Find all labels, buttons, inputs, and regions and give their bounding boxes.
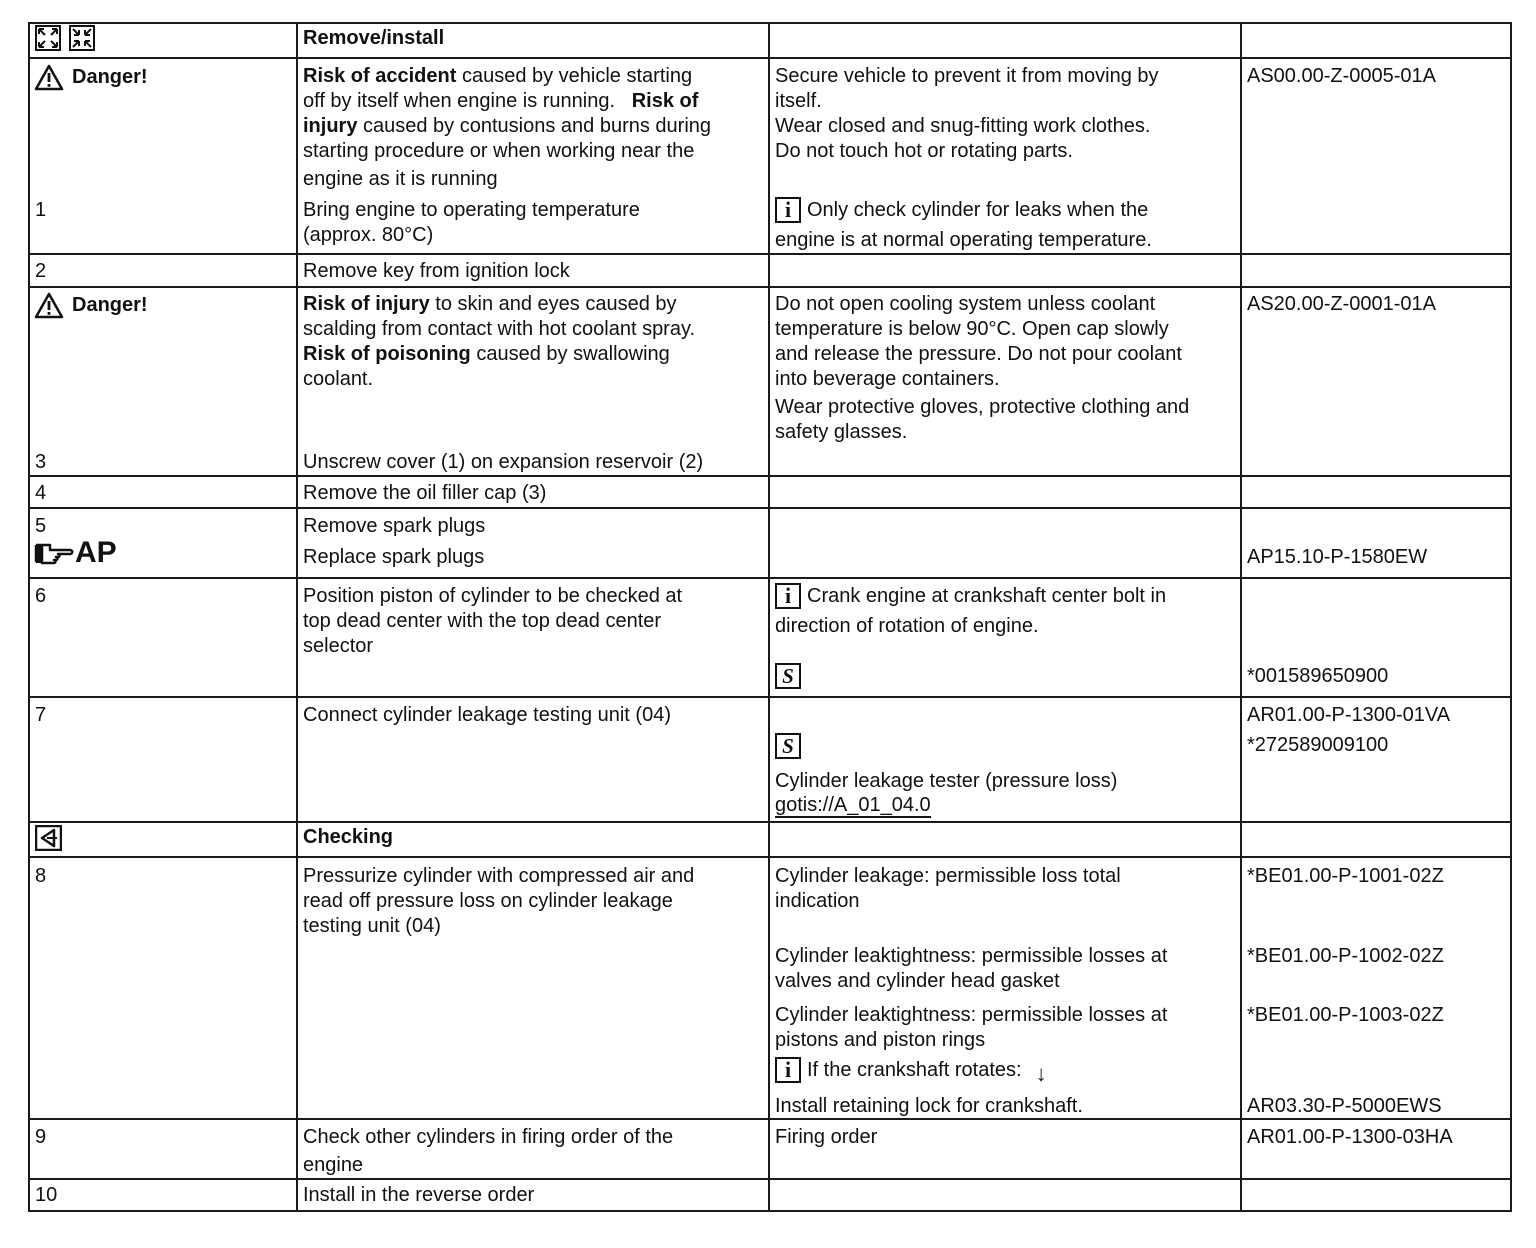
info-text: Only check cylinder for leaks when the	[807, 198, 1149, 221]
row-divider	[28, 1178, 1512, 1180]
reference-code: AR01.00-P-1300-03HA	[1247, 1126, 1453, 1148]
info-note	[775, 583, 1166, 609]
checking-title: Checking	[303, 826, 394, 848]
step-text-line: Position piston of cylinder to be checked at	[303, 585, 683, 607]
row-divider	[28, 286, 1512, 288]
special-tool-icon: S	[775, 663, 801, 689]
reference-code: AP15.10-P-1580EW	[1247, 546, 1428, 568]
risk-text-line	[303, 342, 670, 367]
info-icon: i	[775, 197, 801, 223]
info-text: Crank engine at crankshaft center bolt in	[807, 584, 1167, 607]
step-text: Connect cylinder leakage testing unit (04)	[303, 704, 671, 726]
row-divider	[28, 253, 1512, 255]
step-number: 9	[35, 1126, 47, 1148]
step-text-line: testing unit (04)	[303, 915, 441, 937]
ap-label: AP	[75, 536, 117, 569]
note-text: Firing order	[775, 1126, 878, 1148]
step-text-line: Bring engine to operating temperature	[303, 199, 640, 221]
row-divider	[28, 577, 1512, 579]
risk-text-line	[303, 114, 711, 139]
risk-label: Risk of injury	[303, 293, 430, 315]
row-divider	[28, 22, 1512, 24]
gotis-link[interactable]: gotis://A_01_04.0	[775, 794, 931, 816]
step-number: 4	[35, 482, 47, 504]
step-text-line: (approx. 80°C)	[303, 224, 434, 246]
danger-text: Danger!	[72, 66, 148, 88]
info-text-line: direction of rotation of engine.	[775, 615, 1039, 637]
safety-note-line: itself.	[775, 90, 822, 112]
special-tool-icon: S	[775, 733, 801, 759]
collapse-arrows-icon	[69, 25, 95, 51]
info-text: If the crankshaft rotates:	[807, 1058, 1022, 1081]
spec-reference: *BE01.00-P-1002-02Z	[1247, 945, 1444, 967]
danger-label	[34, 64, 148, 91]
safety-note-line: temperature is below 90°C. Open cap slowly	[775, 318, 1169, 340]
row-divider	[28, 856, 1512, 858]
danger-label	[34, 292, 148, 319]
danger-text: Danger!	[72, 294, 148, 316]
row-divider	[28, 821, 1512, 823]
step-number: 8	[35, 865, 47, 887]
table-border-left	[28, 22, 30, 1212]
risk-description: caused by vehicle starting	[456, 65, 693, 87]
info-icon: i	[775, 1057, 801, 1083]
row-divider	[28, 57, 1512, 59]
spec-text-line: Cylinder leakage: permissible loss total	[775, 865, 1121, 887]
safety-note-line: Do not touch hot or rotating parts.	[775, 140, 1073, 162]
step-text-line: Pressurize cylinder with compressed air and	[303, 865, 695, 887]
table-border-right	[1510, 22, 1512, 1212]
step-text-line: selector	[303, 635, 374, 657]
remove-install-icons	[35, 25, 95, 51]
spec-text-line: indication	[775, 890, 860, 912]
risk-label: Risk of accident	[303, 65, 457, 87]
safety-note-line: into beverage containers.	[775, 368, 1000, 390]
step-number: 7	[35, 704, 47, 726]
step-number: 6	[35, 585, 47, 607]
step-text: Unscrew cover (1) on expansion reservoir (2)	[303, 451, 704, 473]
info-text-line: engine is at normal operating temperature.	[775, 229, 1152, 251]
risk-text-line: engine as it is running	[303, 168, 498, 190]
risk-text-line	[303, 89, 698, 114]
risk-text-line: scalding from contact with hot coolant spray.	[303, 318, 696, 340]
column-divider-2	[768, 22, 770, 1212]
row-divider	[28, 475, 1512, 477]
step-text-line: engine	[303, 1154, 364, 1176]
safety-note-line: Wear closed and snug-fitting work clothes.	[775, 115, 1151, 137]
special-tool-marker	[775, 733, 801, 759]
test-arrow-icon	[35, 825, 62, 851]
section-title: Remove/install	[303, 27, 445, 49]
spec-text-line: pistons and piston rings	[775, 1029, 986, 1051]
risk-text-line	[303, 64, 692, 89]
step-text: Remove key from ignition lock	[303, 260, 570, 282]
safety-note-line: safety glasses.	[775, 421, 908, 443]
step-text-line: read off pressure loss on cylinder leakage	[303, 890, 673, 912]
spec-reference: *BE01.00-P-1001-02Z	[1247, 865, 1444, 887]
step-number: 5	[35, 515, 47, 537]
info-icon: i	[775, 583, 801, 609]
column-divider-1	[296, 22, 298, 1212]
tool-part-number: *001589650900	[1247, 665, 1389, 687]
down-arrow-icon: ↓	[1035, 1061, 1047, 1086]
risk-text-line: coolant.	[303, 368, 374, 390]
spec-text-line: Cylinder leaktightness: permissible losses at	[775, 945, 1168, 967]
step-number: 1	[35, 199, 47, 221]
risk-label: Risk of poisoning	[303, 343, 471, 365]
risk-label: Risk of	[631, 90, 699, 112]
step-text-line: Check other cylinders in firing order of the	[303, 1126, 674, 1148]
spec-text-line: valves and cylinder head gasket	[775, 970, 1060, 992]
column-divider-3	[1240, 22, 1242, 1212]
ap-reference-marker	[34, 538, 117, 568]
special-tool-marker	[775, 663, 801, 689]
risk-description: to skin and eyes caused by	[429, 293, 677, 315]
pointing-hand-icon	[34, 540, 74, 566]
safety-note-line: Do not open cooling system unless coolant	[775, 293, 1156, 315]
reference-code: AR03.30-P-5000EWS	[1247, 1095, 1442, 1117]
risk-text-line	[303, 292, 677, 317]
step-text: Remove the oil filler cap (3)	[303, 482, 547, 504]
row-divider	[28, 507, 1512, 509]
safety-note-line: Secure vehicle to prevent it from moving by	[775, 65, 1159, 87]
safety-note-line: Wear protective gloves, protective clothing and	[775, 396, 1190, 418]
lock-instruction: Install retaining lock for crankshaft.	[775, 1095, 1083, 1117]
risk-description: caused by swallowing	[470, 343, 670, 365]
expand-arrows-icon	[35, 25, 61, 51]
spec-text-line: Cylinder leaktightness: permissible losses at	[775, 1004, 1168, 1026]
step-text-line: top dead center with the top dead center	[303, 610, 662, 632]
step-text: Install in the reverse order	[303, 1184, 535, 1206]
tool-name: Cylinder leakage tester (pressure loss)	[775, 770, 1118, 792]
risk-label: injury	[303, 115, 358, 137]
row-divider	[28, 696, 1512, 698]
warning-triangle-icon	[34, 64, 64, 91]
checking-marker	[35, 825, 62, 851]
row-divider	[28, 1210, 1512, 1212]
reference-code: AS20.00-Z-0001-01A	[1247, 293, 1437, 315]
info-note	[775, 1057, 1047, 1086]
safety-note-line: and release the pressure. Do not pour coolant	[775, 343, 1182, 365]
step-number: 2	[35, 260, 47, 282]
step-number: 10	[35, 1184, 58, 1206]
reference-code: AR01.00-P-1300-01VA	[1247, 704, 1451, 726]
step-text-line: Remove spark plugs	[303, 515, 486, 537]
step-text-line: Replace spark plugs	[303, 546, 485, 568]
risk-description: caused by contusions and burns during	[357, 115, 712, 137]
reference-code: AS00.00-Z-0005-01A	[1247, 65, 1437, 87]
risk-description: off by itself when engine is running.	[303, 90, 616, 112]
warning-triangle-icon	[34, 292, 64, 319]
step-number: 3	[35, 451, 47, 473]
info-note	[775, 197, 1148, 223]
risk-text-line: starting procedure or when working near the	[303, 140, 695, 162]
spec-reference: *BE01.00-P-1003-02Z	[1247, 1004, 1444, 1026]
tool-part-number: *272589009100	[1247, 734, 1389, 756]
